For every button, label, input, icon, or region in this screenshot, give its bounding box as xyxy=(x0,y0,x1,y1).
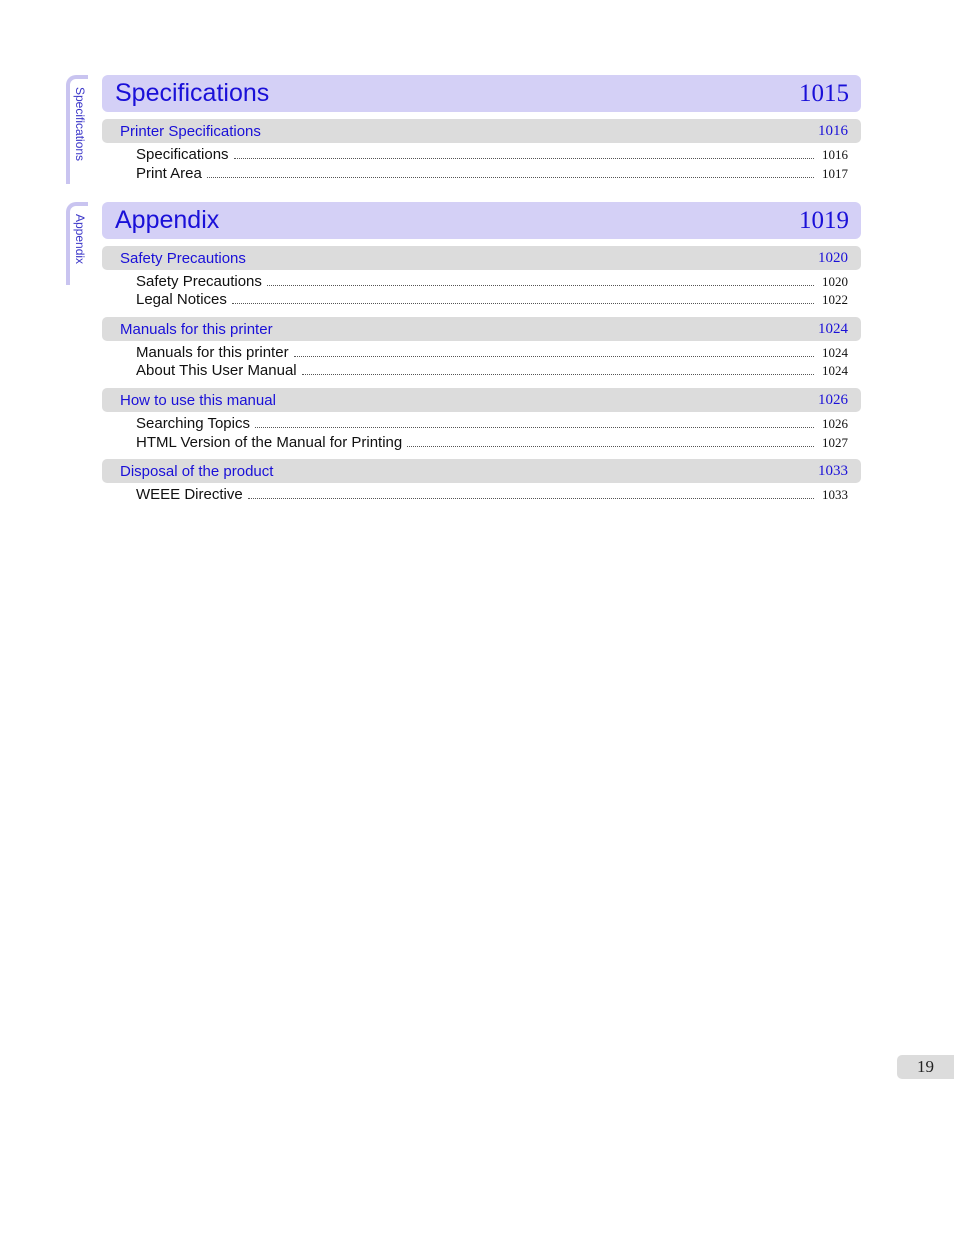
entry-title: HTML Version of the Manual for Printing xyxy=(136,434,403,451)
side-tab-label: Specifications xyxy=(73,87,87,162)
entry-title: Safety Precautions xyxy=(136,273,262,290)
entry-page: 1024 xyxy=(822,363,848,378)
section-safety-precautions[interactable] xyxy=(102,246,861,270)
section-page: 1033 xyxy=(818,462,848,479)
section-title: Disposal of the product xyxy=(120,462,274,480)
entry-page: 1027 xyxy=(822,435,848,450)
entry-page: 1020 xyxy=(822,274,848,289)
chapter-page: 1019 xyxy=(799,206,849,234)
toc-entry-safety-precautions[interactable] xyxy=(136,273,848,291)
entry-page: 1024 xyxy=(822,345,848,360)
section-title: Printer Specifications xyxy=(120,122,261,140)
toc-entry-about-this-user-manual[interactable] xyxy=(136,362,848,380)
toc-entry-searching-topics[interactable] xyxy=(136,415,848,433)
section-disposal-of-the-product[interactable] xyxy=(102,459,861,483)
section-page: 1026 xyxy=(818,391,848,408)
entry-title: Searching Topics xyxy=(136,415,250,432)
section-page: 1020 xyxy=(818,249,848,266)
page-number: 19 xyxy=(897,1055,954,1079)
chapter-page: 1015 xyxy=(799,79,849,107)
dot-leader xyxy=(294,346,814,357)
dot-leader xyxy=(248,488,814,499)
section-title: Safety Precautions xyxy=(120,249,246,267)
dot-leader xyxy=(302,364,814,375)
entry-title: Print Area xyxy=(136,165,202,182)
toc-entry-weee-directive[interactable] xyxy=(136,486,848,504)
dot-leader xyxy=(267,275,814,286)
entry-page: 1017 xyxy=(822,166,848,181)
entry-page: 1022 xyxy=(822,292,848,307)
section-page: 1024 xyxy=(818,320,848,337)
dot-leader xyxy=(234,148,814,159)
dot-leader xyxy=(207,167,814,178)
toc-entry-manuals-for-this-printer[interactable] xyxy=(136,344,848,362)
toc-entry-html-version-of-manual[interactable] xyxy=(136,434,848,452)
entry-title: About This User Manual xyxy=(136,362,297,379)
chapter-specifications[interactable] xyxy=(102,75,861,112)
side-tab-specifications[interactable] xyxy=(66,75,88,184)
dot-leader xyxy=(407,436,814,447)
section-page: 1016 xyxy=(818,122,848,139)
entry-title: Legal Notices xyxy=(136,291,227,308)
section-how-to-use-this-manual[interactable] xyxy=(102,388,861,412)
entry-title: WEEE Directive xyxy=(136,486,243,503)
side-tab-label: Appendix xyxy=(73,214,87,265)
side-tab-appendix[interactable] xyxy=(66,202,88,285)
entry-page: 1016 xyxy=(822,147,848,162)
dot-leader xyxy=(232,293,814,304)
section-manuals-for-this-printer[interactable] xyxy=(102,317,861,341)
section-printer-specifications[interactable] xyxy=(102,119,861,143)
section-title: How to use this manual xyxy=(120,391,276,409)
dot-leader xyxy=(255,417,814,428)
chapter-title: Appendix xyxy=(115,206,220,234)
entry-page: 1026 xyxy=(822,416,848,431)
entry-page: 1033 xyxy=(822,487,848,502)
chapter-title: Specifications xyxy=(115,79,270,107)
entry-title: Manuals for this printer xyxy=(136,344,289,361)
toc-entry-specifications[interactable] xyxy=(136,146,848,164)
chapter-appendix[interactable] xyxy=(102,202,861,239)
entry-title: Specifications xyxy=(136,146,229,163)
toc-entry-print-area[interactable] xyxy=(136,165,848,183)
section-title: Manuals for this printer xyxy=(120,320,273,338)
toc-entry-legal-notices[interactable] xyxy=(136,291,848,309)
